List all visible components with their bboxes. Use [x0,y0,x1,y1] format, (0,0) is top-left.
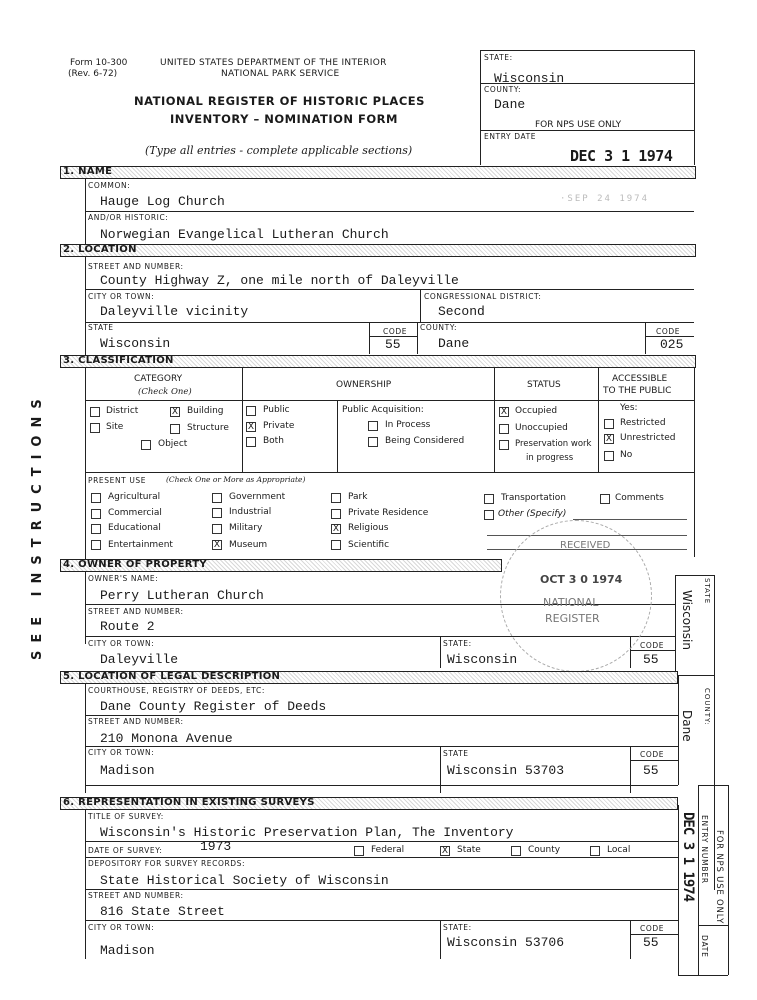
city-label: CITY OR TOWN: [88,292,155,301]
survey-city-label: CITY OR TOWN: [88,923,155,932]
agricultural-checkbox[interactable] [91,493,101,503]
park-label: Park [348,492,368,502]
legal-city-label: CITY OR TOWN: [88,748,155,757]
private-checkbox[interactable]: X [247,422,255,432]
industrial-checkbox[interactable] [212,508,222,518]
yes-label: Yes: [620,403,638,413]
museum-checkbox[interactable]: X [213,540,221,550]
owner-code: 55 [643,652,659,667]
survey-state-label: STATE: [443,923,472,932]
local-checkbox[interactable] [590,846,600,856]
nps-county-value: Dane [494,97,526,112]
street-label: STREET AND NUMBER: [88,262,184,271]
section-owner-title: 4. OWNER OF PROPERTY [63,559,207,570]
depository: State Historical Society of Wisconsin [100,873,389,888]
local-label: Local [607,845,631,855]
survey-code-label: CODE [640,924,665,933]
in-process-checkbox[interactable] [368,421,378,431]
location-street: County Highway Z, one mile north of Daleyville [100,273,459,288]
comments-label: Comments [615,493,664,503]
industrial-label: Industrial [229,507,272,517]
location-state: Wisconsin [100,336,171,351]
private-label: Private [263,421,295,431]
legal-code: 55 [643,763,659,778]
structure-checkbox[interactable] [170,424,180,434]
nps-county-label: COUNTY: [484,85,522,94]
section-name-bar [60,166,696,179]
unoccupied-checkbox[interactable] [499,424,509,434]
present-use-label: PRESENT USE [88,476,147,485]
public-acquisition-label: Public Acquisition: [342,405,424,415]
courthouse-label: COURTHOUSE, REGISTRY OF DEEDS, ETC: [88,686,265,695]
form-number: Form 10-300 [70,58,128,68]
other-label: Other (Specify) [498,509,567,519]
state-survey-checkbox[interactable]: X [441,846,449,856]
right-state-label: STATE [703,578,711,605]
right-entry-number: ENTRY NUMBER [700,815,709,884]
object-label: Object [158,439,188,449]
nps-use-only: FOR NPS USE ONLY [535,120,622,130]
legal-street: 210 Monona Avenue [100,731,233,746]
right-county-value: Dane [680,710,694,742]
accessible-header-1: ACCESSIBLE [612,374,668,384]
federal-label: Federal [371,845,405,855]
county-code: 025 [660,337,684,352]
district-label: District [106,406,139,416]
entry-date-stamp: DEC 3 1 1974 [570,147,673,165]
faint-date-mark: ·SEP 24 1974 [560,194,650,204]
received-stamp-line1: RECEIVED [560,540,611,551]
military-checkbox[interactable] [212,524,222,534]
right-county-label: COUNTY: [703,688,711,726]
section-owner-bar [60,559,502,572]
state-code: 55 [385,337,401,352]
transportation-label: Transportation [501,493,566,503]
right-date-label: DATE [700,935,709,958]
location-county: Dane [438,336,470,351]
agricultural-label: Agricultural [108,492,161,502]
survey-city: Madison [100,943,155,957]
state-code-label: CODE [383,327,408,336]
entry-date-label: ENTRY DATE [484,132,537,141]
scientific-label: Scientific [348,540,390,550]
historic-name: Norwegian Evangelical Lutheran Church [100,227,389,242]
congressional-label: CONGRESSIONAL DISTRICT: [424,292,542,301]
object-checkbox[interactable] [141,440,151,450]
courthouse: Dane County Register of Deeds [100,699,327,714]
congressional-district: Second [438,304,485,319]
in-process-label: In Process [385,420,431,430]
county-label: COUNTY: [420,323,458,332]
section-location-bar [60,244,696,257]
religious-label: Religious [348,523,389,533]
restricted-label: Restricted [620,418,666,428]
legal-street-label: STREET AND NUMBER: [88,717,184,726]
in-progress-label: in progress [526,453,574,463]
both-label: Both [263,436,284,446]
government-label: Government [229,492,286,502]
owner-city-label: CITY OR TOWN: [88,639,155,648]
section-legal-bar [60,671,678,684]
service-name: NATIONAL PARK SERVICE [221,69,340,79]
scientific-checkbox[interactable] [331,540,341,550]
both-checkbox[interactable] [246,437,256,447]
entertainment-checkbox[interactable] [91,540,101,550]
present-use-note: (Check One or More as Appropriate) [166,475,306,484]
section-surveys-bar [60,797,678,810]
building-label: Building [187,406,224,416]
nps-state-value: Wisconsin [494,71,565,86]
restricted-checkbox[interactable] [604,419,614,429]
depository-label: DEPOSITORY FOR SURVEY RECORDS: [88,859,246,868]
accessible-header-2: TO THE PUBLIC [603,386,672,396]
received-stamp-date: OCT 3 0 1974 [540,573,623,586]
historic-label: AND/OR HISTORIC: [88,213,169,222]
no-checkbox[interactable] [604,451,614,461]
owner-name: Perry Lutheran Church [100,588,264,603]
religious-checkbox[interactable]: X [332,524,340,534]
site-label: Site [106,422,124,432]
check-one-note: (Check One) [138,387,192,397]
type-instruction: (Type all entries - complete applicable sections) [145,144,413,157]
public-label: Public [263,405,290,415]
state-label: STATE [88,323,114,332]
being-considered-checkbox[interactable] [368,437,378,447]
survey-street: 816 State Street [100,904,225,919]
owner-code-label: CODE [640,641,665,650]
section-location-title: 2. LOCATION [63,244,137,255]
common-name: Hauge Log Church [100,194,225,209]
survey-date: 1973 [200,839,232,854]
form-revision: (Rev. 6-72) [68,69,118,79]
survey-code: 55 [643,935,659,950]
legal-state: Wisconsin 53703 [447,763,565,778]
common-label: COMMON: [88,181,131,190]
survey-title: Wisconsin's Historic Preservation Plan, The Inventory [100,825,514,840]
preservation-label: Preservation work [515,439,592,449]
educational-checkbox[interactable] [91,524,101,534]
county-survey-label: County [528,845,561,855]
category-header: CATEGORY [134,374,183,384]
nps-state-label: STATE: [484,53,513,62]
military-label: Military [229,523,263,533]
entertainment-label: Entertainment [108,540,173,550]
legal-city: Madison [100,763,155,778]
no-label: No [620,450,633,460]
status-header: STATUS [527,380,561,390]
department-name: UNITED STATES DEPARTMENT OF THE INTERIOR [160,58,387,68]
state-survey-label: State [457,845,481,855]
site-checkbox[interactable] [90,423,100,433]
owner-street: Route 2 [100,619,155,634]
building-checkbox[interactable]: X [171,407,179,417]
see-instructions: SEE INSTRUCTIONS [30,391,45,660]
federal-checkbox[interactable] [354,846,364,856]
public-checkbox[interactable] [246,406,256,416]
owner-state-label: STATE: [443,639,472,648]
received-stamp-line3: NATIONAL [543,596,599,609]
right-nps-only: FOR NPS USE ONLY [714,830,724,925]
received-stamp-line4: REGISTER [545,612,600,625]
form-title: NATIONAL REGISTER OF HISTORIC PLACES [134,94,425,108]
structure-label: Structure [187,423,229,433]
right-state-value: Wisconsin [680,590,694,650]
unoccupied-label: Unoccupied [515,423,568,433]
transportation-checkbox[interactable] [484,494,494,504]
private-residence-label: Private Residence [348,508,429,518]
district-checkbox[interactable] [90,407,100,417]
comments-checkbox[interactable] [600,494,610,504]
government-checkbox[interactable] [212,493,222,503]
preservation-checkbox[interactable] [499,440,509,450]
county-survey-checkbox[interactable] [511,846,521,856]
owner-state: Wisconsin [447,652,518,667]
owner-name-label: OWNER'S NAME: [88,574,159,583]
owner-city: Daleyville [100,652,179,667]
section-classification-title: 3. CLASSIFICATION [63,355,174,366]
commercial-checkbox[interactable] [91,509,101,519]
survey-state: Wisconsin 53706 [447,935,565,950]
section-legal-title: 5. LOCATION OF LEGAL DESCRIPTION [63,671,281,682]
form-subtitle: INVENTORY – NOMINATION FORM [170,112,398,126]
location-city: Daleyville vicinity [100,304,249,319]
museum-label: Museum [229,540,268,550]
educational-label: Educational [108,523,161,533]
legal-state-label: STATE [443,749,469,758]
survey-title-label: TITLE OF SURVEY: [88,812,164,821]
ownership-header: OWNERSHIP [336,380,392,390]
occupied-label: Occupied [515,406,558,416]
commercial-label: Commercial [108,508,162,518]
owner-street-label: STREET AND NUMBER: [88,607,184,616]
unrestricted-label: Unrestricted [620,433,676,443]
right-date-stamp: DEC 3 1 1974 [680,812,696,902]
occupied-checkbox[interactable]: X [500,407,508,417]
survey-street-label: STREET AND NUMBER: [88,891,184,900]
being-considered-label: Being Considered [385,436,465,446]
legal-code-label: CODE [640,750,665,759]
private-residence-checkbox[interactable] [331,509,341,519]
park-checkbox[interactable] [331,493,341,503]
county-code-label: CODE [656,327,681,336]
unrestricted-checkbox[interactable]: X [605,434,613,444]
survey-date-label: DATE OF SURVEY: [88,846,163,855]
section-name-title: 1. NAME [63,166,113,177]
section-surveys-title: 6. REPRESENTATION IN EXISTING SURVEYS [63,797,315,808]
other-checkbox[interactable] [484,510,494,520]
